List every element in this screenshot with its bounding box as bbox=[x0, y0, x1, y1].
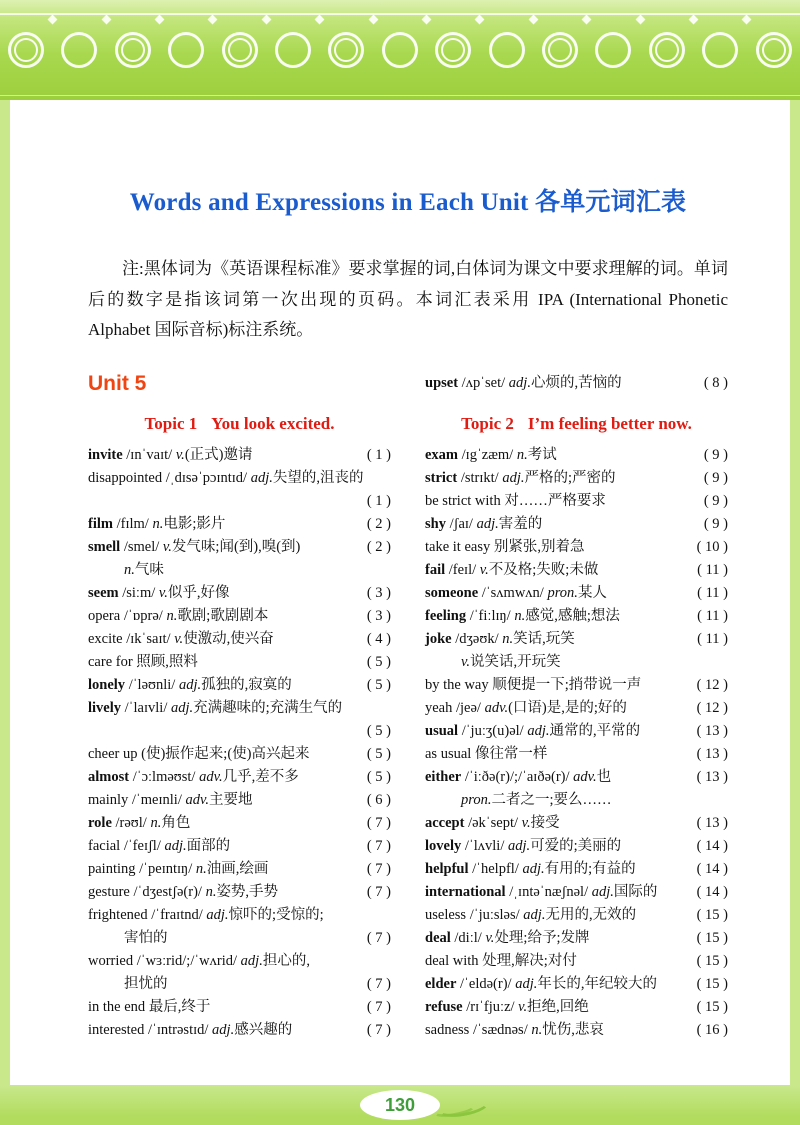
entry-word: cheer up bbox=[88, 745, 138, 762]
vocab-line-text: frightened /ˈfraɪtnd/ adj.惊吓的;受惊的; bbox=[88, 906, 324, 923]
entry-page-number: ( 13 ) bbox=[696, 722, 728, 739]
vocab-line bbox=[88, 996, 391, 1019]
entry-word: joke bbox=[425, 630, 452, 647]
topic-2-label: Topic 2 bbox=[461, 413, 514, 433]
vocab-line bbox=[425, 881, 728, 904]
entry-word: by the way bbox=[425, 676, 489, 693]
vocab-line bbox=[88, 467, 391, 490]
vocab-line bbox=[425, 490, 728, 513]
vocab-line-text: joke /dʒəʊk/ n.笑话,玩笑 bbox=[425, 630, 575, 647]
entry-word: exam bbox=[425, 446, 459, 463]
vocab-line-text: fail /feɪl/ v.不及格;失败;未做 bbox=[425, 561, 599, 578]
unit-title: Unit 5 bbox=[88, 371, 147, 395]
entry-word: seem bbox=[88, 584, 119, 601]
vocab-line-text: interested /ˈɪntrəstɪd/ adj.感兴趣的 bbox=[88, 1021, 293, 1038]
entry-word: feeling bbox=[425, 607, 467, 624]
vocab-line-text: usual /ˈjuːʒ(u)əl/ adj.通常的,平常的 bbox=[425, 722, 641, 739]
topic-1-title: You look excited. bbox=[211, 413, 335, 433]
entry-word: disappointed bbox=[88, 469, 163, 486]
diamond-ornament-icon bbox=[101, 15, 111, 25]
entry-word: international bbox=[425, 883, 506, 900]
vocab-line bbox=[88, 628, 391, 651]
vocab-line bbox=[425, 536, 728, 559]
vocab-line bbox=[425, 835, 728, 858]
circle-ornament-icon bbox=[168, 32, 204, 68]
vocab-line bbox=[88, 513, 391, 536]
diamond-ornament-icon bbox=[261, 15, 271, 25]
entry-word: be strict with bbox=[425, 492, 501, 509]
entry-page-number: ( 2 ) bbox=[366, 515, 391, 532]
page-content bbox=[10, 100, 790, 1085]
vocab-line bbox=[425, 444, 728, 467]
vocab-line-text: film /fɪlm/ n.电影;影片 bbox=[88, 515, 226, 532]
diamond-ornament-icon bbox=[582, 15, 592, 25]
entry-page-number: ( 12 ) bbox=[696, 676, 728, 693]
entry-page-number: ( 15 ) bbox=[696, 998, 728, 1015]
vocab-line bbox=[88, 904, 391, 927]
vocab-line bbox=[425, 743, 728, 766]
entry-word: facial bbox=[88, 837, 121, 854]
diamond-ornament-icon bbox=[315, 15, 325, 25]
entry-word: elder bbox=[425, 975, 457, 992]
vocab-line bbox=[88, 858, 391, 881]
note-text: 注:黑体词为《英语课程标准》要求掌握的词,白体词为课文中要求理解的词。单词后的数字是指该词第一次出现的页码。本词汇表采用 IPA (International Phonetic Alphabet 国际音标)标注系统。 bbox=[88, 259, 728, 340]
vocab-line bbox=[425, 789, 728, 812]
entry-word: care for bbox=[88, 653, 133, 670]
entry-word: fail bbox=[425, 561, 446, 578]
entry-word: lonely bbox=[88, 676, 126, 693]
entry-word: take it easy bbox=[425, 538, 491, 555]
vocab-line bbox=[425, 927, 728, 950]
entry-page-number: ( 5 ) bbox=[366, 722, 391, 739]
entry-page-number: ( 7 ) bbox=[366, 837, 391, 854]
topic-2-title: I’m feeling better now. bbox=[527, 413, 692, 433]
entry-word: role bbox=[88, 814, 112, 831]
vocab-line-text: lonely /ˈləʊnli/ adj.孤独的,寂寞的 bbox=[88, 676, 292, 693]
vocab-line bbox=[88, 651, 391, 674]
entry-page-number: ( 14 ) bbox=[696, 883, 728, 900]
vocab-line-text: disappointed /ˌdɪsəˈpɔɪntɪd/ adj.失望的,沮丧的 bbox=[88, 469, 364, 486]
vocab-line-text: smell /smel/ v.发气味;闻(到),嗅(到) bbox=[88, 538, 301, 555]
entry-word: smell bbox=[88, 538, 121, 555]
vocab-line-text: n.气味 bbox=[124, 561, 164, 578]
vocab-line bbox=[88, 490, 391, 513]
topic-1-label: Topic 1 bbox=[144, 413, 198, 433]
vocab-line-text: elder /ˈeldə(r)/ adj.年长的,年纪较大的 bbox=[425, 975, 657, 992]
vocab-line bbox=[88, 444, 391, 467]
vocab-line bbox=[425, 720, 728, 743]
vocab-line-text: invite /ɪnˈvaɪt/ v.(正式)邀请 bbox=[88, 446, 253, 463]
entry-word: gesture bbox=[88, 883, 130, 900]
entry-page-number: ( 12 ) bbox=[696, 699, 728, 716]
vocab-line-text: upset /ʌpˈset/ adj.心烦的,苦恼的 bbox=[425, 374, 622, 391]
circle-ornament-icon bbox=[328, 32, 364, 68]
vocab-line bbox=[88, 881, 391, 904]
vocab-entries-right-pre bbox=[425, 372, 728, 395]
vocab-column-left bbox=[88, 372, 391, 1042]
vocab-line-text: be strict with 对……严格要求 bbox=[425, 492, 606, 509]
footer-band bbox=[0, 1085, 800, 1125]
vocab-line-text: lovely /ˈlʌvli/ adj.可爱的;美丽的 bbox=[425, 837, 622, 854]
vocab-line bbox=[88, 536, 391, 559]
diamond-ornament-icon bbox=[635, 15, 645, 25]
vocab-line bbox=[425, 973, 728, 996]
vocab-entries-left bbox=[88, 444, 391, 1042]
entry-word: lively bbox=[88, 699, 122, 716]
vocab-line-text: seem /siːm/ v.似乎,好像 bbox=[88, 584, 230, 601]
vocab-line-text: almost /ˈɔːlməʊst/ adv.几乎,差不多 bbox=[88, 768, 299, 785]
entry-word: shy bbox=[425, 515, 446, 532]
vocab-line-text: cheer up (使)振作起来;(使)高兴起来 bbox=[88, 745, 310, 762]
entry-page-number: ( 13 ) bbox=[696, 768, 728, 785]
entry-word: deal bbox=[425, 929, 451, 946]
entry-page-number: ( 9 ) bbox=[703, 515, 728, 532]
vocab-line bbox=[88, 950, 391, 973]
vocab-line-text: shy /ʃaɪ/ adj.害羞的 bbox=[425, 515, 543, 532]
vocab-line bbox=[88, 559, 391, 582]
vocab-entries-right bbox=[425, 444, 728, 1042]
entry-word: invite bbox=[88, 446, 123, 463]
entry-page-number: ( 5 ) bbox=[366, 653, 391, 670]
header-circles bbox=[8, 32, 792, 68]
circle-ornament-icon bbox=[8, 32, 44, 68]
entry-word: opera bbox=[88, 607, 121, 624]
topic-1-heading bbox=[88, 414, 391, 434]
entry-page-number: ( 15 ) bbox=[696, 952, 728, 969]
circle-ornament-icon bbox=[649, 32, 685, 68]
entry-word: film bbox=[88, 515, 113, 532]
circle-ornament-icon bbox=[756, 32, 792, 68]
vocab-line bbox=[88, 605, 391, 628]
circle-ornament-icon bbox=[595, 32, 631, 68]
diamond-ornament-icon bbox=[208, 15, 218, 25]
vocab-column-right bbox=[425, 372, 728, 1042]
vocab-line-text: deal /diːl/ v.处理;给予;发牌 bbox=[425, 929, 590, 946]
vocab-line bbox=[88, 927, 391, 950]
vocab-line-text: yeah /jeə/ adv.(口语)是,是的;好的 bbox=[425, 699, 627, 716]
vocab-line-text: excite /ɪkˈsaɪt/ v.使激动,使兴奋 bbox=[88, 630, 274, 647]
entry-word: upset bbox=[425, 374, 459, 391]
entry-word: interested bbox=[88, 1021, 145, 1038]
vocab-line bbox=[425, 467, 728, 490]
vocab-columns bbox=[88, 372, 728, 1042]
entry-word: mainly bbox=[88, 791, 129, 808]
diamond-ornament-icon bbox=[422, 15, 432, 25]
circle-ornament-icon bbox=[115, 32, 151, 68]
vocab-line bbox=[88, 812, 391, 835]
entry-word: lovely bbox=[425, 837, 462, 854]
circle-ornament-icon bbox=[542, 32, 578, 68]
entry-word: accept bbox=[425, 814, 465, 831]
entry-page-number: ( 11 ) bbox=[697, 584, 728, 601]
entry-page-number: ( 9 ) bbox=[703, 492, 728, 509]
vocab-line bbox=[425, 996, 728, 1019]
vocab-line-text: helpful /ˈhelpfl/ adj.有用的;有益的 bbox=[425, 860, 636, 877]
vocab-line-text: worried /ˈwɜːrid/;/ˈwʌrid/ adj.担心的, bbox=[88, 952, 310, 969]
vocab-line-text: take it easy 别紧张,别着急 bbox=[425, 538, 585, 555]
vocab-line-text: painting /ˈpeɪntɪŋ/ n.油画,绘画 bbox=[88, 860, 269, 877]
vocab-line-text: v.说笑话,开玩笑 bbox=[461, 653, 561, 670]
entry-page-number: ( 14 ) bbox=[696, 837, 728, 854]
vocab-line bbox=[88, 697, 391, 720]
entry-word: yeah bbox=[425, 699, 453, 716]
vocab-line bbox=[425, 950, 728, 973]
vocab-line-text: international /ˌɪntəˈnæʃnəl/ adj.国际的 bbox=[425, 883, 658, 900]
entry-page-number: ( 11 ) bbox=[697, 607, 728, 624]
vocab-line bbox=[425, 766, 728, 789]
entry-word: useless bbox=[425, 906, 467, 923]
vocab-line-text: opera /ˈɒprə/ n.歌剧;歌剧剧本 bbox=[88, 607, 269, 624]
entry-page-number: ( 16 ) bbox=[696, 1021, 728, 1038]
entry-page-number: ( 7 ) bbox=[366, 1021, 391, 1038]
vocab-line bbox=[88, 743, 391, 766]
circle-ornament-icon bbox=[435, 32, 471, 68]
entry-page-number: ( 7 ) bbox=[366, 883, 391, 900]
vocab-line-text: someone /ˈsʌmwʌn/ pron.某人 bbox=[425, 584, 607, 601]
entry-word: sadness bbox=[425, 1021, 470, 1038]
entry-page-number: ( 2 ) bbox=[366, 538, 391, 555]
entry-word: usual bbox=[425, 722, 459, 739]
entry-word: almost bbox=[88, 768, 130, 785]
vocab-line-text: strict /strɪkt/ adj.严格的;严密的 bbox=[425, 469, 616, 486]
vocab-line bbox=[425, 904, 728, 927]
vocab-line bbox=[88, 720, 391, 743]
entry-page-number: ( 11 ) bbox=[697, 630, 728, 647]
entry-page-number: ( 1 ) bbox=[366, 446, 391, 463]
vocab-line bbox=[88, 582, 391, 605]
page-number-badge bbox=[360, 1090, 440, 1120]
vocab-line bbox=[425, 651, 728, 674]
entry-page-number: ( 9 ) bbox=[703, 469, 728, 486]
entry-page-number: ( 8 ) bbox=[703, 374, 728, 391]
entry-page-number: ( 9 ) bbox=[703, 446, 728, 463]
entry-page-number: ( 13 ) bbox=[696, 814, 728, 831]
entry-word: refuse bbox=[425, 998, 463, 1015]
vocab-line-text: useless /ˈjuːsləs/ adj.无用的,无效的 bbox=[425, 906, 637, 923]
entry-page-number: ( 5 ) bbox=[366, 745, 391, 762]
entry-page-number: ( 15 ) bbox=[696, 929, 728, 946]
vocab-line-text: care for 照顾,照料 bbox=[88, 653, 198, 670]
page-title: Words and Expressions in Each Unit 各单元词汇表 bbox=[129, 189, 687, 216]
entry-page-number: ( 13 ) bbox=[696, 745, 728, 762]
entry-page-number: ( 3 ) bbox=[366, 607, 391, 624]
entry-page-number: ( 6 ) bbox=[366, 791, 391, 808]
vocab-line bbox=[88, 674, 391, 697]
entry-word: painting bbox=[88, 860, 136, 877]
diamond-ornament-icon bbox=[475, 15, 485, 25]
entry-page-number: ( 4 ) bbox=[366, 630, 391, 647]
diamond-ornament-icon bbox=[48, 15, 58, 25]
entry-word: as usual bbox=[425, 745, 472, 762]
vocab-line bbox=[425, 372, 728, 395]
entry-word: frightened bbox=[88, 906, 148, 923]
entry-page-number: ( 15 ) bbox=[696, 975, 728, 992]
vocab-line bbox=[88, 789, 391, 812]
diamond-ornament-icon bbox=[689, 15, 699, 25]
vocab-line bbox=[425, 697, 728, 720]
entry-word: helpful bbox=[425, 860, 469, 877]
circle-ornament-icon bbox=[222, 32, 258, 68]
vocab-line-text: deal with 处理,解决;对付 bbox=[425, 952, 577, 969]
vocab-line-text: pron.二者之一;要么…… bbox=[461, 791, 612, 808]
vocab-line-text: in the end 最后,终于 bbox=[88, 998, 211, 1015]
topic-2-heading bbox=[425, 414, 728, 434]
entry-page-number: ( 7 ) bbox=[366, 998, 391, 1015]
vocab-line bbox=[425, 812, 728, 835]
vocab-line-text: as usual 像往常一样 bbox=[425, 745, 548, 762]
vocab-line-text: 担忧的 bbox=[124, 975, 168, 992]
vocab-line bbox=[425, 559, 728, 582]
vocab-line-text: mainly /ˈmeɪnli/ adv.主要地 bbox=[88, 791, 253, 808]
vocab-line-text: accept /əkˈsept/ v.接受 bbox=[425, 814, 560, 831]
vocab-line-text: 害怕的 bbox=[124, 929, 168, 946]
entry-word: excite bbox=[88, 630, 123, 647]
circle-ornament-icon bbox=[382, 32, 418, 68]
vocab-line bbox=[425, 674, 728, 697]
entry-word: worried bbox=[88, 952, 134, 969]
header-decoration-band bbox=[0, 0, 800, 100]
entry-page-number: ( 5 ) bbox=[366, 768, 391, 785]
entry-page-number: ( 14 ) bbox=[696, 860, 728, 877]
entry-page-number: ( 15 ) bbox=[696, 906, 728, 923]
circle-ornament-icon bbox=[61, 32, 97, 68]
vocab-line bbox=[88, 973, 391, 996]
circle-ornament-icon bbox=[489, 32, 525, 68]
vocab-line bbox=[425, 1019, 728, 1042]
entry-page-number: ( 5 ) bbox=[366, 676, 391, 693]
vocab-line-text: feeling /ˈfiːlɪŋ/ n.感觉,感触;想法 bbox=[425, 607, 620, 624]
diamond-ornament-icon bbox=[528, 15, 538, 25]
vocab-line-text: by the way 顺便提一下;捎带说一声 bbox=[425, 676, 642, 693]
vocab-line bbox=[425, 628, 728, 651]
vocab-line-text: gesture /ˈdʒestʃə(r)/ n.姿势,手势 bbox=[88, 883, 279, 900]
page-number: 130 bbox=[384, 1094, 416, 1115]
side-border-right bbox=[790, 100, 800, 1125]
entry-page-number: ( 7 ) bbox=[366, 975, 391, 992]
entry-page-number: ( 1 ) bbox=[366, 492, 391, 509]
entry-word: someone bbox=[425, 584, 479, 601]
vocab-line-text: role /rəʊl/ n.角色 bbox=[88, 814, 191, 831]
entry-page-number: ( 11 ) bbox=[697, 561, 728, 578]
vocab-line-text: lively /ˈlaɪvli/ adj.充满趣味的;充满生气的 bbox=[88, 699, 343, 716]
vocab-line bbox=[88, 835, 391, 858]
vocab-line bbox=[425, 513, 728, 536]
vocab-line bbox=[88, 766, 391, 789]
entry-page-number: ( 7 ) bbox=[366, 929, 391, 946]
vocab-line-text: exam /ɪgˈzæm/ n.考试 bbox=[425, 446, 557, 463]
entry-word: strict bbox=[425, 469, 458, 486]
vocab-line bbox=[425, 605, 728, 628]
side-border-left bbox=[0, 100, 10, 1125]
entry-page-number: ( 10 ) bbox=[696, 538, 728, 555]
entry-page-number: ( 7 ) bbox=[366, 814, 391, 831]
vocab-line-text: either /ˈiːðə(r)/;/ˈaɪðə(r)/ adv.也 bbox=[425, 768, 612, 785]
vocab-line-text: facial /ˈfeɪʃl/ adj.面部的 bbox=[88, 837, 231, 854]
diamond-ornament-icon bbox=[742, 15, 752, 25]
vocab-line bbox=[425, 582, 728, 605]
vocab-line-text: refuse /rɪˈfjuːz/ v.拒绝,回绝 bbox=[425, 998, 589, 1015]
entry-page-number: ( 7 ) bbox=[366, 860, 391, 877]
entry-word: either bbox=[425, 768, 462, 785]
diamond-ornament-icon bbox=[368, 15, 378, 25]
entry-word: deal with bbox=[425, 952, 479, 969]
vocab-line-text: sadness /ˈsædnəs/ n.忧伤,悲哀 bbox=[425, 1021, 604, 1038]
vocab-line bbox=[88, 1019, 391, 1042]
entry-word: in the end bbox=[88, 998, 146, 1015]
circle-ornament-icon bbox=[275, 32, 311, 68]
diamond-ornament-icon bbox=[155, 15, 165, 25]
circle-ornament-icon bbox=[702, 32, 738, 68]
entry-page-number: ( 3 ) bbox=[366, 584, 391, 601]
vocab-line bbox=[425, 858, 728, 881]
